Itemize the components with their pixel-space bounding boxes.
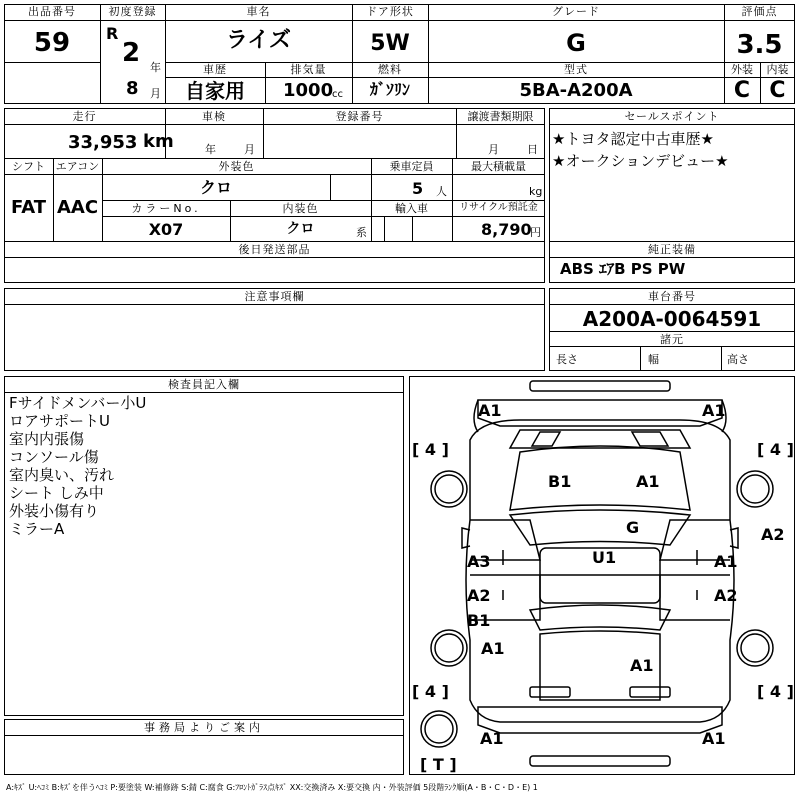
- mark-rear-right: A1: [702, 729, 726, 748]
- mark-right-fender: A2: [761, 525, 785, 544]
- reg-year-unit: 年: [150, 61, 161, 74]
- reg-year: 2: [122, 38, 141, 68]
- equipment-label: 純正装備: [648, 243, 696, 256]
- ext-color-label: 外装色: [218, 160, 255, 173]
- grade-label: グレード: [552, 5, 600, 18]
- reg-no-label: 登録番号: [335, 110, 384, 123]
- yen-unit: 円: [530, 226, 541, 239]
- inspection-month-unit: 月: [244, 143, 255, 156]
- tire-front-right: [ 4 ]: [757, 440, 794, 459]
- inspector-note-5: 室内臭い、汚れ: [9, 466, 115, 484]
- shift-label: シフト: [12, 160, 45, 173]
- score: 3.5: [736, 30, 783, 60]
- mark-windshield: G: [626, 518, 640, 537]
- mark-right-front-door: A1: [714, 552, 738, 571]
- mark-right-rear-door: A2: [714, 586, 738, 605]
- recycle-label: リサイクル預託金: [459, 202, 538, 213]
- capacity: 5: [412, 179, 424, 198]
- history: 自家用: [185, 79, 245, 103]
- length-label: 長さ: [556, 353, 578, 366]
- interior-label: 内装: [766, 63, 789, 76]
- reg-era: R: [106, 24, 119, 43]
- transfer-month-unit: 月: [488, 143, 499, 156]
- sales-point-2: ★オークションデビュー★: [552, 152, 729, 170]
- notes-label: 注意事項欄: [244, 290, 305, 303]
- grade: G: [566, 29, 586, 57]
- inspection-year-unit: 年: [205, 143, 216, 156]
- height-label: 高さ: [727, 353, 749, 366]
- kei-unit: 系: [356, 226, 367, 239]
- displacement-label: 排気量: [290, 63, 327, 76]
- km-unit: km: [143, 131, 174, 152]
- mileage-label: 走行: [72, 110, 97, 123]
- spare-tire: [ T ]: [420, 755, 457, 774]
- mileage: 33,953: [68, 132, 138, 153]
- mark-rear-left: A1: [480, 729, 504, 748]
- office-label: 事務局よりご案内: [144, 721, 264, 734]
- inspector-note-6: シート しみ中: [9, 484, 104, 502]
- sales-points-label: セールスポイント: [624, 110, 720, 123]
- width-label: 幅: [648, 353, 659, 366]
- tire-front-left: [ 4 ]: [412, 440, 449, 459]
- kg-unit: kg: [529, 185, 543, 198]
- inspector-note-4: コンソール傷: [9, 448, 99, 466]
- history-label: 車歴: [203, 63, 227, 76]
- import-label: 輸入車: [395, 202, 428, 215]
- exterior-grade: C: [733, 78, 751, 103]
- tire-rear-left: [ 4 ]: [412, 682, 449, 701]
- mark-hood-left: B1: [548, 472, 572, 491]
- legend: A:ｷｽﾞ U:ﾍｺﾐ B:ｷｽﾞを伴うﾍｺﾐ P:要塗装 W:補修跡 S:錆 C:腐食 G:ﾌﾛﾝﾄｶﾞﾗｽ点ｷｽﾞ XX:交換済み X:要交換 内・外装評価 5段階ﾗﾝｸ順(A・B・C・D・E) 1: [6, 783, 538, 792]
- inspector-label: 検査員記入欄: [168, 378, 240, 391]
- specs-label: 諸元: [660, 333, 684, 346]
- inspector-note-8: ミラーA: [9, 520, 65, 538]
- chassis-no: A200A-0064591: [582, 307, 762, 331]
- mark-left-rear-door-b: B1: [467, 611, 491, 630]
- reg-month-unit: 月: [150, 87, 161, 100]
- int-color-label: 内装色: [282, 202, 319, 215]
- color-no: X07: [148, 220, 184, 239]
- inspector-note-1: Fサイドメンバー小U: [9, 394, 147, 412]
- inspector-note-2: ロアサポートU: [9, 412, 110, 430]
- equipment: ABS ｴｱB PS PW: [560, 260, 686, 278]
- color-no-label: カラーNo.: [131, 202, 201, 215]
- mark-rear-glass: A1: [630, 656, 654, 675]
- recycle-fee: 8,790: [481, 220, 532, 239]
- inspector-note-3: 室内内張傷: [9, 430, 85, 448]
- fuel: ｶﾞｿﾘﾝ: [369, 80, 410, 99]
- lot-number: 59: [33, 28, 71, 58]
- inspector-note-7: 外装小傷有り: [9, 502, 100, 520]
- reg-month: 8: [126, 78, 139, 99]
- displacement: 1000: [283, 80, 334, 101]
- persons-unit: 人: [436, 185, 447, 198]
- sales-point-1: ★トヨタ認定中古車歴★: [552, 130, 714, 148]
- transfer-day-unit: 日: [527, 143, 538, 156]
- model: 5BA-A200A: [519, 80, 633, 101]
- cc-unit: cc: [332, 89, 343, 100]
- mark-left-front-door: A3: [467, 552, 491, 571]
- exterior-label: 外装: [731, 63, 753, 76]
- aircon: AAC: [56, 197, 99, 218]
- shift: FAT: [10, 197, 47, 218]
- ext-color: クロ: [199, 178, 232, 197]
- tire-rear-right: [ 4 ]: [757, 682, 794, 701]
- later-parts-label: 後日発送部品: [238, 243, 311, 256]
- mark-left-rear-door: A2: [467, 586, 491, 605]
- int-color: クロ: [286, 221, 315, 237]
- capacity-label: 乗車定員: [389, 160, 434, 173]
- mark-roof: U1: [592, 548, 617, 567]
- inspection-label: 車検: [202, 110, 226, 123]
- model-label: 型式: [564, 63, 588, 76]
- interior-grade: C: [769, 78, 786, 103]
- mark-front-left: A1: [478, 401, 502, 420]
- door-type-label: ドア形状: [366, 5, 414, 18]
- mark-left-quarter: A1: [481, 639, 505, 658]
- max-load-label: 最大積載量: [471, 160, 526, 173]
- first-reg-label: 初度登録: [108, 5, 157, 18]
- transfer-date-label: 譲渡書類期限: [467, 110, 534, 123]
- chassis-no-label: 車台番号: [648, 290, 696, 303]
- lot-number-label: 出品番号: [28, 5, 76, 18]
- fuel-label: 燃料: [378, 63, 402, 76]
- mark-front-right: A1: [702, 401, 726, 420]
- mark-hood-right: A1: [636, 472, 660, 491]
- aircon-label: エアコン: [55, 160, 100, 173]
- car-name-label: 車名: [246, 5, 271, 18]
- score-label: 評価点: [741, 5, 778, 18]
- car-name: ライズ: [225, 28, 292, 53]
- door-type: 5W: [370, 31, 410, 56]
